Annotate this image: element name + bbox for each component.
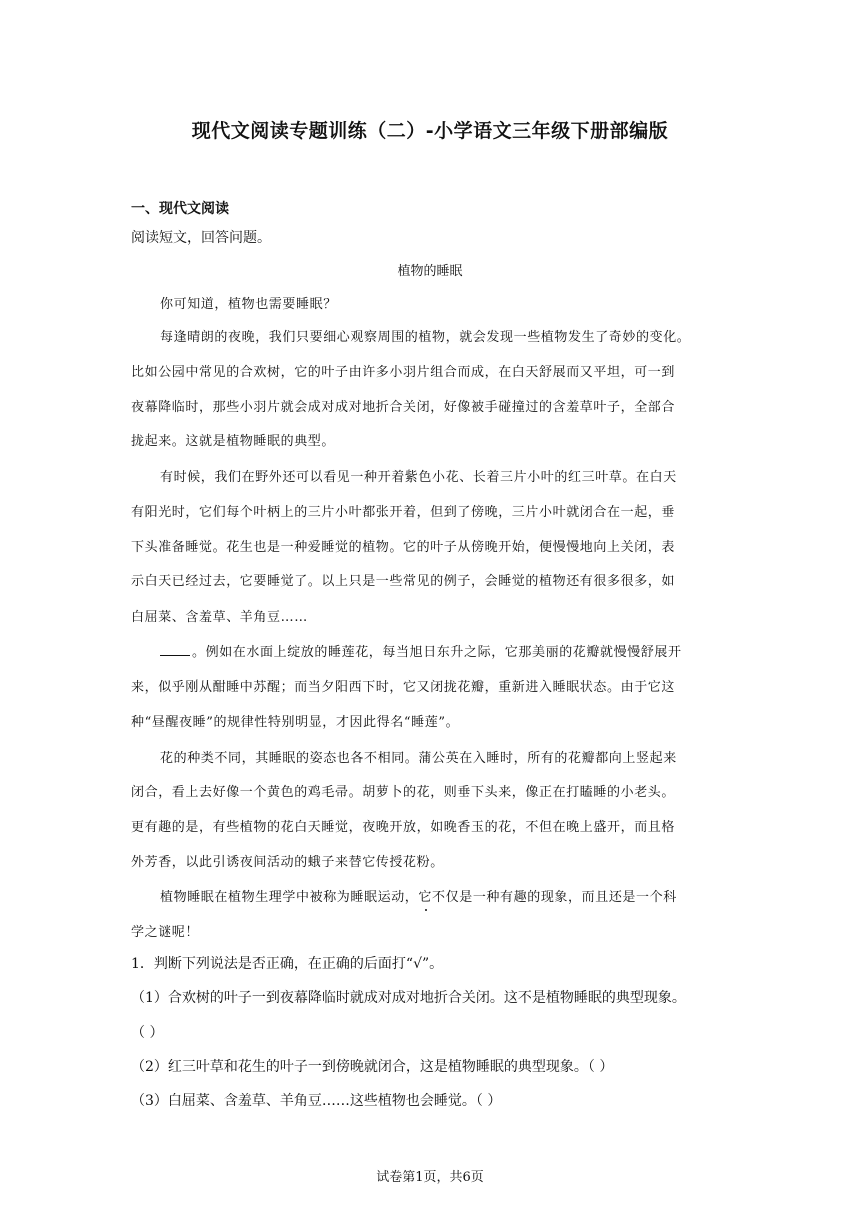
passage-line: 示白天已经过去，它要睡觉了。以上只是一些常见的例子，会睡觉的植物还有很多很多，如 (131, 574, 676, 589)
passage-line: 有阳光时，它们每个叶柄上的三片小叶都张开着，但到了傍晚，三片小叶就闭合在一起，垂 (131, 505, 676, 520)
passage-title: 植物的睡眠 (397, 264, 463, 279)
passage-line: 闭合，看上去好像一个黄色的鸡毛帚。胡萝卜的花，则垂下头来，像正在打瞌睡的小老头。 (131, 785, 676, 800)
document-title: 现代文阅读专题训练（二）-小学语文三年级下册部编版 (191, 120, 669, 142)
instruction-text: 阅读短文，回答问题。 (131, 230, 271, 246)
passage-line (160, 886, 677, 905)
page-footer: 试卷第1页，共6页 (376, 1170, 484, 1185)
passage-line-text: 植物睡眠在植物生理学中被称为睡眠运动， (160, 890, 419, 905)
section-heading: 一、现代文阅读 (131, 201, 229, 217)
question-item-1: （1）合欢树的叶子一到夜幕降临时就成对成对地折合关闭。这不是植物睡眠的典型现象。 (131, 990, 686, 1006)
passage-line: 下头准备睡觉。花生也是一种爱睡觉的植物。它的叶子从傍晚开始，便慢慢地向上关闭，表 (131, 540, 676, 555)
fill-in-blank[interactable] (160, 642, 190, 656)
passage-line: 种“昼醒夜睡”的规律性特别明显，才因此得名“睡莲”。 (131, 715, 460, 730)
question-item-3: （3）白屈菜、含羞草、羊角豆……这些植物也会睡觉。（ ） (131, 1093, 502, 1109)
passage-line: 有时候，我们在野外还可以看见一种开着紫色小花、长着三片小叶的红三叶草。在白天 (160, 470, 677, 485)
passage-line: 来，似乎刚从酣睡中苏醒；而当夕阳西下时，它又闭拢花瓣，重新进入睡眠状态。由于它这 (131, 680, 676, 695)
passage-line: 每逢晴朗的夜晚，我们只要细心观察周围的植物，就会发现一些植物发生了奇妙的变化。 (160, 330, 691, 345)
passage-line: 更有趣的是，有些植物的花白天睡觉，夜晚开放，如晚香玉的花，不但在晚上盛开，而且格 (131, 820, 676, 835)
passage-line-text: 不仅是一种有趣的现象，而且还是一个科 (432, 890, 677, 905)
passage-line: 外芳香，以此引诱夜间活动的蛾子来替它传授花粉。 (131, 855, 444, 870)
passage-line: 比如公园中常见的合欢树，它的叶子由许多小羽片组合而成，在白天舒展而又平坦，可一到 (131, 365, 676, 380)
passage-line: 你可知道，植物也需要睡眠？ (160, 297, 337, 312)
passage-line-text: 。例如在水面上绽放的睡莲花，每当旭日东升之际，它那美丽的花瓣就慢慢舒展开 (192, 645, 682, 660)
question-item-2: （2）红三叶草和花生的叶子一到傍晚就闭合，这是植物睡眠的典型现象。（ ） (131, 1059, 614, 1075)
passage-line: 花的种类不同，其睡眠的姿态也各不相同。蒲公英在入睡时，所有的花瓣都向上竖起来 (160, 751, 677, 766)
passage-line: 白屈菜、含羞草、羊角豆…… (131, 610, 308, 625)
answer-bracket[interactable]: （ ） (131, 1025, 164, 1041)
emphasis-dot-char: 它 (418, 890, 433, 905)
passage-line: 拢起来。这就是植物睡眠的典型。 (131, 434, 336, 449)
question-1-stem: 1．判断下列说法是否正确，在正确的后面打“√”。 (131, 956, 444, 972)
passage-line: 夜幕降临时，那些小羽片就会成对成对地折合关闭，好像被手碰撞过的含羞草叶子，全部合 (131, 400, 676, 415)
passage-line: 学之谜呢！ (131, 925, 200, 940)
passage-line (160, 641, 682, 660)
